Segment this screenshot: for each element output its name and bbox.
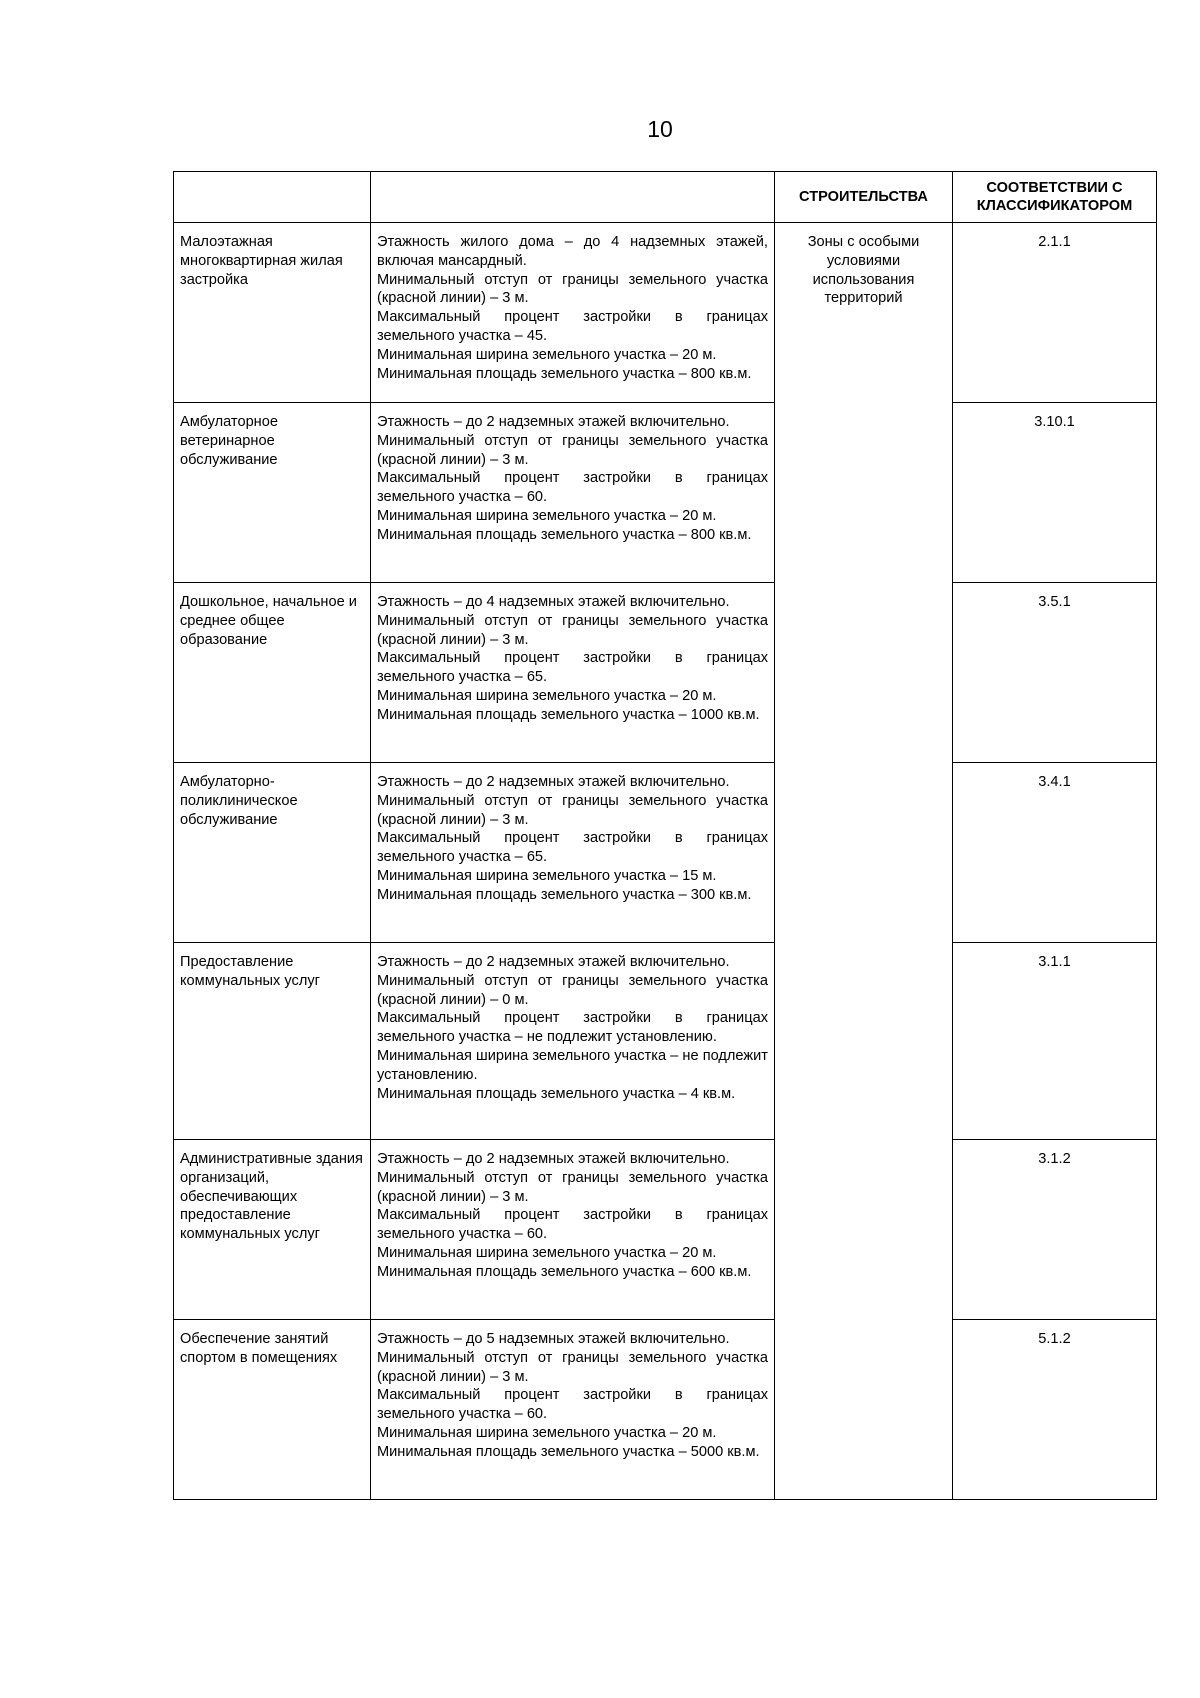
parameter-line: Минимальный отступ от границы земельного участка (красной линии) – 3 м. xyxy=(377,432,768,468)
header-col-params xyxy=(371,172,775,223)
classifier-code: 3.4.1 xyxy=(953,763,1157,943)
parameter-line: Минимальная площадь земельного участка – 4 кв.м. xyxy=(377,1085,736,1102)
use-type-name: Обеспечение занятий спортом в помещениях xyxy=(174,1320,371,1500)
use-type-name: Административные здания организаций, обеспечивающих предоставление коммунальных услуг xyxy=(174,1140,371,1320)
land-use-table xyxy=(173,171,1157,1500)
parameter-line: Этажность – до 2 надземных этажей включительно. xyxy=(377,954,730,970)
parameter-line: Максимальный процент застройки в границах земельного участка – 60. xyxy=(377,1387,768,1423)
parameter-line: Минимальный отступ от границы земельного участка (красной линии) – 3 м. xyxy=(377,792,768,828)
use-parameters xyxy=(371,763,775,943)
parameter-line: Максимальный процент застройки в границах земельного участка – 60. xyxy=(377,1207,768,1243)
parameter-line: Минимальная площадь земельного участка – 800 кв.м. xyxy=(377,365,752,382)
table-row xyxy=(174,583,1157,763)
use-parameters xyxy=(371,223,775,403)
use-parameters xyxy=(371,943,775,1140)
use-parameters xyxy=(371,1140,775,1320)
parameter-line: Максимальный процент застройки в границах земельного участка – 45. xyxy=(377,309,768,344)
parameter-line: Минимальная ширина земельного участка – не подлежит установлению. xyxy=(377,1047,768,1083)
table-row xyxy=(174,1320,1157,1500)
parameter-line: Минимальная ширина земельного участка – 15 м. xyxy=(377,867,717,884)
parameter-line: Минимальная ширина земельного участка – 20 м. xyxy=(377,346,717,363)
parameter-line: Максимальный процент застройки в границах земельного участка – 65. xyxy=(377,830,768,866)
use-parameters xyxy=(371,583,775,763)
classifier-code: 2.1.1 xyxy=(953,223,1157,403)
classifier-code: 3.5.1 xyxy=(953,583,1157,763)
parameter-line: Этажность – до 2 надземных этажей включительно. xyxy=(377,774,730,790)
use-type-name: Малоэтажная многоквартирная жилая застройка xyxy=(174,223,371,403)
parameter-line: Этажность – до 2 надземных этажей включительно. xyxy=(377,1151,730,1167)
parameter-line: Минимальная ширина земельного участка – 20 м. xyxy=(377,687,717,704)
table-row xyxy=(174,403,1157,583)
parameter-line: Минимальная площадь земельного участка – 800 кв.м. xyxy=(377,526,752,543)
parameter-line: Минимальная ширина земельного участка – 20 м. xyxy=(377,1424,717,1441)
use-parameters xyxy=(371,1320,775,1500)
parameter-line: Этажность жилого дома – до 4 надземных этажей, включая мансардный. xyxy=(377,234,768,269)
header-col-name xyxy=(174,172,371,223)
page-number: 10 xyxy=(647,116,673,142)
table-row xyxy=(174,223,1157,403)
parameter-line: Этажность – до 2 надземных этажей включительно. xyxy=(377,414,730,430)
parameter-line: Максимальный процент застройки в границах земельного участка – 60. xyxy=(377,470,768,506)
parameter-line: Минимальная ширина земельного участка – 20 м. xyxy=(377,1244,717,1261)
classifier-code: 3.1.2 xyxy=(953,1140,1157,1320)
use-parameters xyxy=(371,403,775,583)
use-type-name: Предоставление коммунальных услуг xyxy=(174,943,371,1140)
table-row xyxy=(174,763,1157,943)
parameter-line: Этажность – до 4 надземных этажей включительно. xyxy=(377,594,730,610)
table-row xyxy=(174,1140,1157,1320)
parameter-line: Минимальный отступ от границы земельного участка (красной линии) – 0 м. xyxy=(377,972,768,1008)
parameter-line: Минимальный отступ от границы земельного участка (красной линии) – 3 м. xyxy=(377,271,768,307)
parameter-line: Минимальный отступ от границы земельного участка (красной линии) – 3 м. xyxy=(377,612,768,648)
parameter-line: Максимальный процент застройки в границах земельного участка – 65. xyxy=(377,650,768,686)
table-row xyxy=(174,943,1157,1140)
classifier-code: 5.1.2 xyxy=(953,1320,1157,1500)
use-type-name: Амбулаторно-поликлиническое обслуживание xyxy=(174,763,371,943)
parameter-line: Минимальная площадь земельного участка – 600 кв.м. xyxy=(377,1263,752,1280)
special-conditions-cell: Зоны с особыми условиями использования территорий xyxy=(775,223,953,1500)
header-col-conditions: СТРОИТЕЛЬСТВА xyxy=(775,172,953,223)
classifier-code: 3.10.1 xyxy=(953,403,1157,583)
parameter-line: Минимальный отступ от границы земельного участка (красной линии) – 3 м. xyxy=(377,1169,768,1205)
use-type-name: Дошкольное, начальное и среднее общее образование xyxy=(174,583,371,763)
table-header-row xyxy=(174,172,1157,223)
parameter-line: Минимальная площадь земельного участка – 300 кв.м. xyxy=(377,886,752,903)
use-type-name: Амбулаторное ветеринарное обслуживание xyxy=(174,403,371,583)
classifier-code: 3.1.1 xyxy=(953,943,1157,1140)
parameter-line: Минимальный отступ от границы земельного участка (красной линии) – 3 м. xyxy=(377,1349,768,1385)
parameter-line: Минимальная ширина земельного участка – 20 м. xyxy=(377,507,717,524)
header-col-code: СООТВЕТСТВИИ С КЛАССИФИКАТОРОМ xyxy=(953,172,1157,223)
parameter-line: Этажность – до 5 надземных этажей включительно. xyxy=(377,1331,730,1347)
parameter-line: Минимальная площадь земельного участка – 5000 кв.м. xyxy=(377,1443,760,1460)
parameter-line: Минимальная площадь земельного участка – 1000 кв.м. xyxy=(377,706,760,723)
parameter-line: Максимальный процент застройки в границах земельного участка – не подлежит установлению. xyxy=(377,1010,768,1046)
